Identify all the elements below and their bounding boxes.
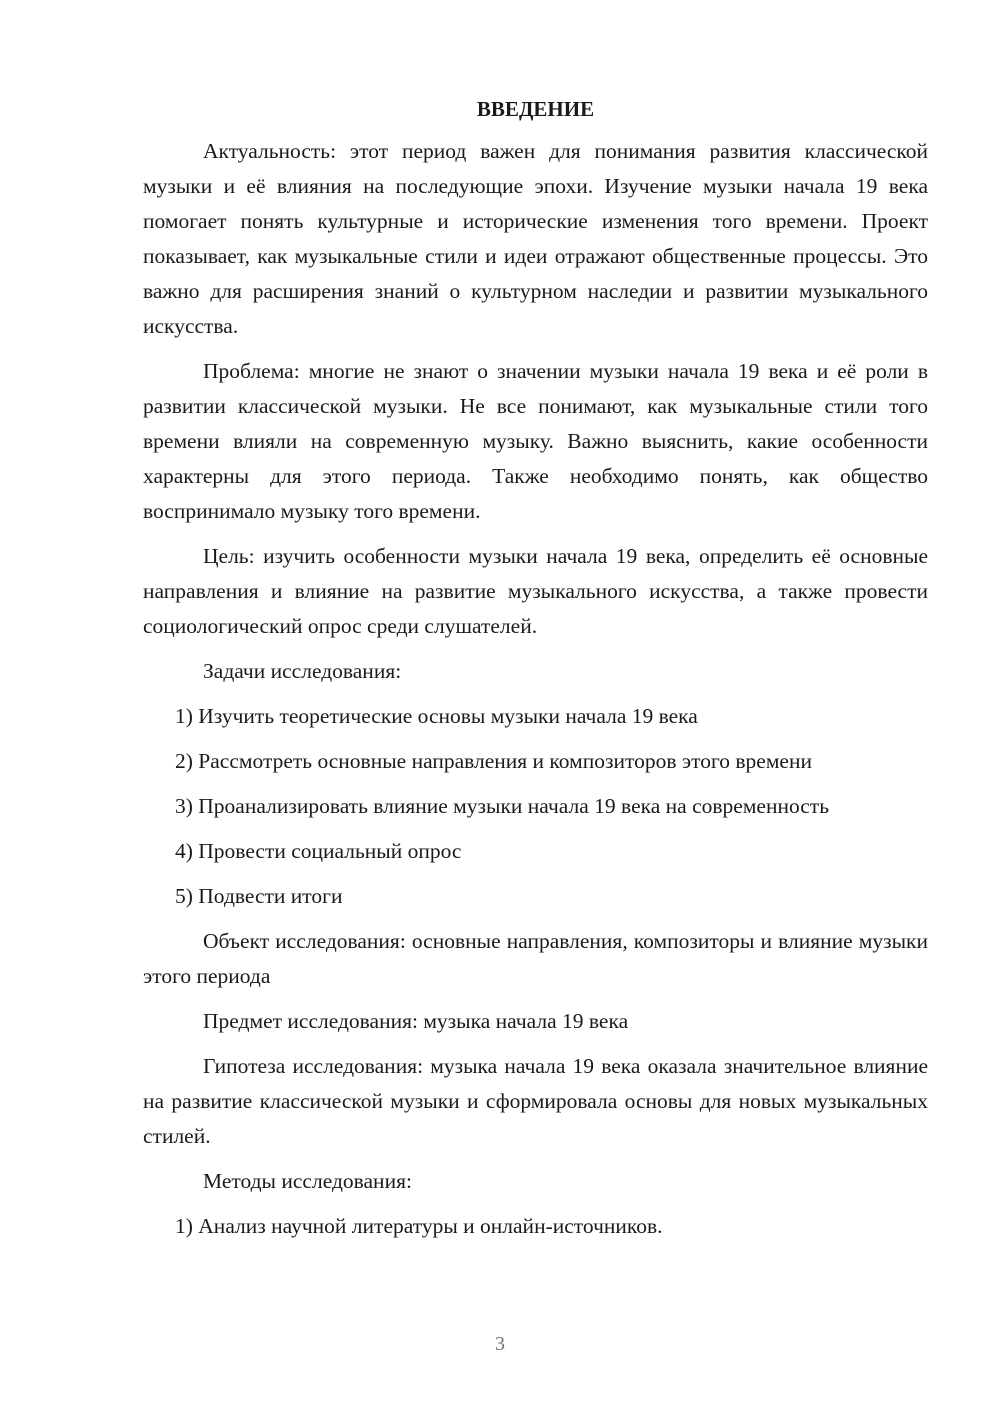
hypothesis-paragraph: Гипотеза исследования: музыка начала 19 века оказала значительное влияние на развитие классической музыки и сформировала основы для новых музыкальных стилей. [143, 1054, 928, 1148]
page-number: 3 [495, 1333, 505, 1355]
task-item-4: 4) Провести социальный опрос [175, 839, 462, 863]
methods-heading: Методы исследования: [203, 1169, 412, 1193]
problem-paragraph: Проблема: многие не знают о значении музыки начала 19 века и её роли в развитии классической музыки. Не все понимают, как музыкальные стили того времени влияли на современную музыку. Важно выяснить, какие особенности характерны для этого периода. Также необходимо понять, как общество воспринимало музыку того времени. [143, 359, 928, 523]
subject-paragraph: Предмет исследования: музыка начала 19 века [203, 1009, 629, 1033]
task-item-1: 1) Изучить теоретические основы музыки начала 19 века [175, 704, 698, 728]
object-paragraph: Объект исследования: основные направления, композиторы и влияние музыки этого периода [143, 929, 928, 988]
document-page [143, 92, 928, 1254]
task-item-5: 5) Подвести итоги [175, 884, 343, 908]
goal-paragraph: Цель: изучить особенности музыки начала 19 века, определить её основные направления и влияние на развитие музыкального искусства, а также провести социологический опрос среди слушателей. [143, 544, 928, 638]
section-title: ВВЕДЕНИЕ [476, 97, 595, 121]
task-item-3: 3) Проанализировать влияние музыки начала 19 века на современность [175, 794, 830, 818]
tasks-heading: Задачи исследования: [203, 659, 402, 683]
method-item-1: 1) Анализ научной литературы и онлайн-источников. [175, 1214, 663, 1238]
relevance-paragraph: Актуальность: этот период важен для понимания развития классической музыки и её влияния на последующие эпохи. Изучение музыки начала 19 века помогает понять культурные и исторические изменения того времени. Проект показывает, как музыкальные стили и идеи отражают общественные процессы. Это важно для расширения знаний о культурном наследии и развитии музыкального искусства. [143, 139, 928, 338]
task-item-2: 2) Рассмотреть основные направления и композиторов этого времени [175, 749, 812, 773]
